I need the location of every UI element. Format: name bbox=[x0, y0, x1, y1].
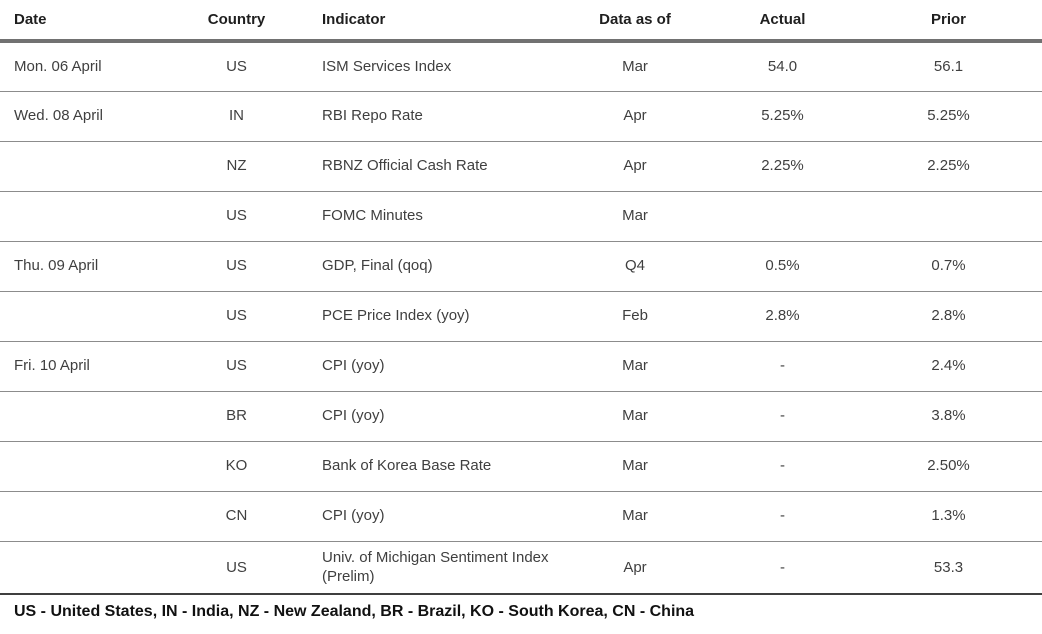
cell-country: IN bbox=[229, 107, 244, 125]
cell-actual: 0.5% bbox=[765, 257, 800, 275]
cell-country: US bbox=[226, 58, 247, 75]
cell-prior: 1.3% bbox=[931, 507, 966, 525]
cell-country: US bbox=[226, 307, 247, 325]
cell-country: US bbox=[226, 357, 247, 375]
cell-indicator: ISM Services Index bbox=[322, 58, 452, 75]
cell-country: US bbox=[226, 207, 247, 225]
cell-data-as-of: Q4 bbox=[624, 257, 645, 275]
cell-data-as-of: Apr bbox=[623, 157, 647, 175]
table-row bbox=[0, 41, 1042, 91]
cell-date: Fri. 10 April bbox=[14, 357, 90, 375]
cell-indicator: RBI Repo Rate bbox=[322, 107, 423, 125]
column-header-prior: Prior bbox=[930, 11, 966, 28]
cell-country: KO bbox=[225, 457, 248, 475]
cell-data-as-of: Feb bbox=[622, 307, 648, 325]
cell-prior: 56.1 bbox=[933, 58, 964, 75]
cell-date bbox=[0, 191, 190, 241]
cell-date bbox=[0, 441, 190, 491]
column-header-data-as-of: Data as of bbox=[599, 11, 671, 28]
cell-prior: 2.4% bbox=[931, 357, 966, 375]
table-row bbox=[0, 491, 1042, 541]
cell-actual: - bbox=[780, 558, 785, 576]
cell-date: Thu. 09 April bbox=[14, 257, 99, 275]
cell-indicator: GDP, Final (qoq) bbox=[322, 257, 433, 275]
cell-date: Wed. 08 April bbox=[14, 107, 103, 125]
column-header-date: Date bbox=[14, 11, 47, 28]
cell-data-as-of: Mar bbox=[622, 407, 648, 425]
cell-data-as-of: Mar bbox=[622, 58, 648, 75]
cell-data-as-of: Apr bbox=[623, 107, 647, 125]
table-row bbox=[0, 91, 1042, 141]
table-row bbox=[0, 291, 1042, 341]
column-header-actual: Actual bbox=[759, 11, 806, 28]
cell-prior: 2.25% bbox=[927, 157, 970, 175]
cell-prior: 2.50% bbox=[927, 457, 970, 475]
cell-prior: 3.8% bbox=[931, 407, 966, 425]
cell-data-as-of: Apr bbox=[623, 558, 647, 576]
cell-prior bbox=[855, 191, 1042, 241]
cell-indicator: FOMC Minutes bbox=[322, 207, 423, 225]
cell-indicator: CPI (yoy) bbox=[322, 407, 385, 425]
table-row bbox=[0, 141, 1042, 191]
cell-date bbox=[0, 291, 190, 341]
cell-country: NZ bbox=[226, 157, 247, 175]
cell-prior: 0.7% bbox=[931, 257, 966, 275]
cell-country: BR bbox=[226, 407, 247, 425]
cell-indicator: Univ. of Michigan Sentiment Index (Prelim) bbox=[322, 548, 549, 586]
cell-actual: - bbox=[780, 407, 785, 425]
cell-prior: 2.8% bbox=[931, 307, 966, 325]
table-row bbox=[0, 241, 1042, 291]
column-header-country: Country bbox=[207, 11, 266, 28]
table-row bbox=[0, 191, 1042, 241]
cell-actual: - bbox=[780, 507, 785, 525]
cell-data-as-of: Mar bbox=[622, 357, 648, 375]
cell-actual: 5.25% bbox=[761, 107, 804, 125]
cell-actual: 2.8% bbox=[765, 307, 800, 325]
cell-actual: - bbox=[780, 457, 785, 475]
cell-data-as-of: Mar bbox=[622, 457, 648, 475]
cell-date bbox=[0, 141, 190, 191]
cell-date bbox=[0, 391, 190, 441]
cell-indicator: CPI (yoy) bbox=[322, 507, 385, 525]
cell-country: US bbox=[226, 257, 247, 275]
country-legend: US - United States, IN - India, NZ - New Zealand, BR - Brazil, KO - South Korea, CN - China bbox=[14, 603, 695, 620]
column-header-indicator: Indicator bbox=[322, 11, 386, 28]
cell-indicator: CPI (yoy) bbox=[322, 357, 385, 375]
cell-actual bbox=[710, 191, 855, 241]
cell-country: CN bbox=[225, 507, 248, 525]
header-row bbox=[0, 0, 1042, 41]
table-row bbox=[0, 391, 1042, 441]
cell-actual: - bbox=[780, 357, 785, 375]
table-row bbox=[0, 341, 1042, 391]
cell-prior: 5.25% bbox=[927, 107, 970, 125]
cell-indicator: PCE Price Index (yoy) bbox=[322, 307, 470, 325]
table-row bbox=[0, 541, 1042, 594]
cell-date: Mon. 06 April bbox=[14, 58, 102, 75]
cell-actual: 2.25% bbox=[761, 157, 804, 175]
table-row bbox=[0, 441, 1042, 491]
cell-indicator: RBNZ Official Cash Rate bbox=[322, 157, 488, 175]
cell-data-as-of: Mar bbox=[622, 507, 648, 525]
cell-date bbox=[0, 541, 190, 594]
cell-prior: 53.3 bbox=[933, 558, 964, 576]
cell-date bbox=[0, 491, 190, 541]
cell-data-as-of: Mar bbox=[622, 207, 648, 225]
cell-country: US bbox=[226, 558, 247, 576]
cell-indicator: Bank of Korea Base Rate bbox=[322, 457, 492, 475]
cell-actual: 54.0 bbox=[767, 58, 798, 75]
